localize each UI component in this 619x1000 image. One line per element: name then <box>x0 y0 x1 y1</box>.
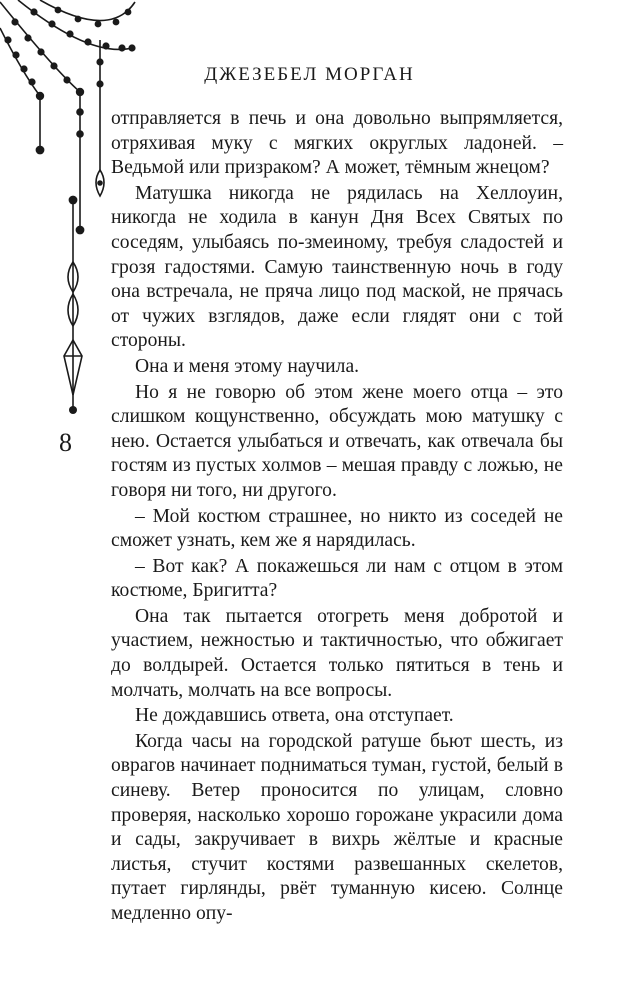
paragraph: отправляется в печь и она довольно выпрямляется, отряхивая муку с мягких округлых ладоней. – Ведьмой или призраком? А может, тёмным жнецом? <box>111 108 563 179</box>
paragraph: Не дождавшись ответа, она отступает. <box>135 705 454 727</box>
paragraph: Она и меня этому научила. <box>135 355 360 377</box>
paragraph: Но я не говорю об этом жене моего отца – это слишком кощунственно, обсуждать мою матушку с нею. Остается улыбаться и отвечать, как отвечала бы гостям из пустых холмов – мешая правду с ложью, не говоря ни того, ни другого. <box>111 381 563 501</box>
page-number: 8 <box>59 428 72 457</box>
paragraph: Она так пытается отогреть меня добротой и участием, нежностью и тактичностью, что обжигает до волдырей. Остается только пятиться в тень и молчать, молчать на все вопросы. <box>111 605 563 701</box>
body-text <box>111 107 563 927</box>
paragraph: Матушка никогда не рядилась на Хеллоуин, никогда не ходила в канун Дня Всех Святых по соседям, улыбаясь по-змеиному, требуя сладостей и грозя гадостями. Самую таинственную ночь в году она встречала, не пряча лицо под маской, не прячась от чужих взглядов, даже если глядят они с той стороны. <box>111 182 563 352</box>
paragraph: – Вот как? А покажешься ли нам с отцом в этом костюме, Бригитта? <box>111 555 563 602</box>
paragraph: – Мой костюм страшнее, но никто из соседей не сможет узнать, кем же я нарядилась. <box>111 505 563 552</box>
running-head: ДЖЕЗЕБЕЛ МОРГАН <box>204 64 415 85</box>
paragraph: Когда часы на городской ратуше бьют шесть, из оврагов начинает подниматься туман, густой, белый в синеву. Ветер проносится по улицам, словно проверяя, насколько хорошо горожане украсили дома и сады, закручивает в вихрь жёлтые и красные листья, стучит костями развешанных скелетов, путает гирлянды, рвёт туманную кисею. Солнце медленно опу- <box>111 730 563 924</box>
